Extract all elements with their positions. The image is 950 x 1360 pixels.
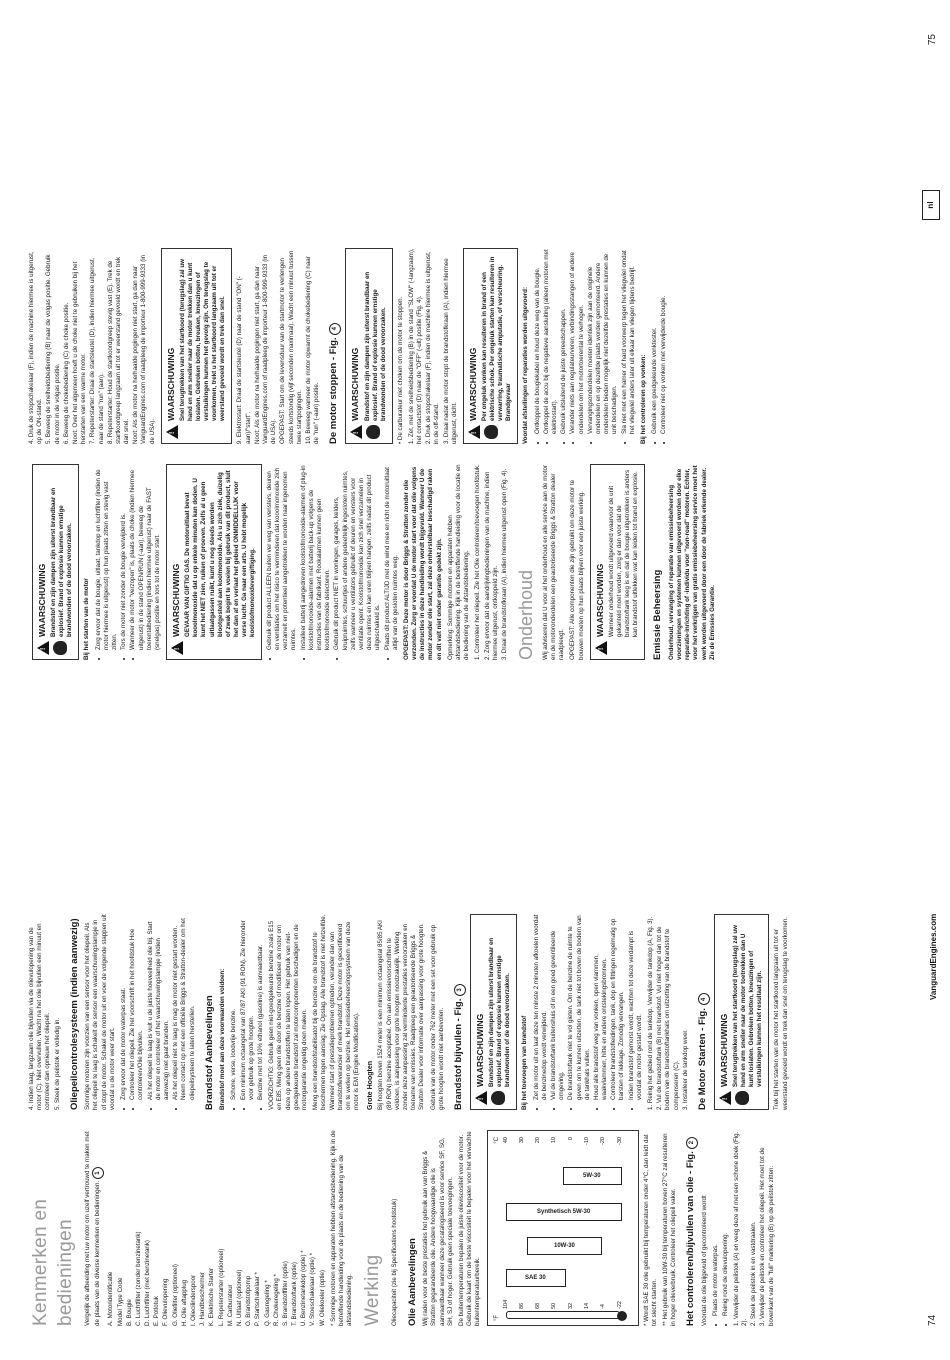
list-item: • Gebruik dit product NIET in woningen, garages, kelders, kruipruimtes, schuurtjes of andere gedeeltelijk ingesloten ruimtes, zelfs wanneer u ventilators gebruikt of deuren en vensters voor ventilatie opent. Koolstofmonoxide kan zich snel verzamelen in deze ruimtes en kan uren blijven hangen, zelfs nadat dit product uitgeschakeld is. [333, 464, 382, 650]
warning-box-co [166, 464, 262, 660]
start-steps-continued [28, 248, 157, 444]
start-note: Trek bij het starten van de motor het startkoord langzaam uit tot er weerstand gevoeld wordt en trek dan snel om terugslag te voorkomen. [773, 917, 789, 1110]
list-item: • Houd alle brandstof weg van vonken, open vlammen, waakvlammen, hitte en andere ontstekingsbronnen. [593, 914, 609, 1100]
bougie-items [651, 248, 668, 444]
start-sub: Bij het starten van de motor [83, 578, 91, 660]
warning-box-kickback-2 [161, 248, 233, 444]
check-oil-title: Het controleren/bijvullen van olie - Fig. [685, 1151, 697, 1326]
warning-label: WAARSCHUWING [474, 1013, 485, 1087]
page-number-74: 74 [927, 1314, 938, 1326]
stop-title: De motor stoppen - Fig. [328, 337, 340, 444]
list-item: • Verander niets aan regulateurveren, verbindingsstangen of andere onderdelen om het motortoerental te verhogen. [569, 248, 585, 434]
fuel-extra: Meng een brandstofstabilisator bij de benzine om de brandstof te beschermen tegen aanslag. Zie Opslag. Alle brandstof is niet hetzelfde. Wanneer start of prestatieproblemen optreden, verander dan van brandstofleverancier of merk brandstof. Deze motor is gecertificeerd om te werken op benzine. Het emissiebeheersingssysteem van deze motor is EM (Engine Modifications). [312, 914, 361, 1110]
onderhoud-p2: OPGEPAST: Alle componenten die zijn gebruikt om deze motor te bouwen moeten op hun plaats blijven voor een juiste werking. [569, 479, 585, 660]
list-item: • Plaats de motor waterpas. [712, 1130, 720, 1316]
warning-label: WAARSCHUWING [37, 563, 47, 637]
features-title: Kenmerken en bedieningen [30, 1198, 77, 1326]
page-number-75: 75 [927, 34, 938, 46]
emissie-title: Emissie Beheersing [652, 569, 664, 660]
stop-steps [408, 248, 459, 444]
list-item: • Gebruik dit product ALLEEN buiten ver weg van vensters, deuren en ventilaties om het risico te verminderen dat kooolmonoxide zich verzamelt en potentieel aangetrokken te worden naar ingenomen ruimtes. [266, 464, 299, 650]
stop-note: De carburateur niet choken om de motor te stoppen. [396, 296, 404, 441]
feature-item: V. Stoeschakelaar (optie) * [309, 1252, 317, 1326]
step-item: 1. Reinig het gebied rond de tankdop. Verwijder de tankdop (A, Fig. 3). [647, 916, 655, 1110]
step-item: 7. Repeterstarter: Draai de startsleutel (D), indien hiermee uitgerust, naar de stand "run" (aan). [89, 257, 105, 444]
list-item: • Reinig rond de olievulopening. [722, 1130, 730, 1316]
list-item: • Indien brandstof gemorst wordt, wachten tot deze verdampt is voordat de motor gestart wordt. [628, 914, 644, 1100]
list-item: • Controleer het oliepeil. Zie het voorschrift in het hoofdstuk Hoe controleren/Olie bijvullen. [129, 914, 145, 1100]
warning-triangle-icon [37, 641, 49, 655]
f-tick-label: -4 [600, 1304, 607, 1309]
hand-injury-icon [735, 1091, 749, 1105]
c-tick-label: -30 [616, 1137, 623, 1145]
left-col-1: Kenmerken en bedieningen Vergelijk de afbeelding met uw motor om uzelf vertrouwd te maken met de plaats van de diverse kenmerken en bedieningen. 1 A. Motoridentificatie Model Type Code B. Bougie C. Luchtfilter (zonder benzinetank) D. Luchtfilter (met benzinetank) E. Potlotuk F. Olievulopening G. Oliefilter (optioneel) H. Olie aftapplug I. Oliecilinderspoor J. Handbeschermer K. Elektrische Starter L. Repeterstarter (optioneel) M. Carburateur N. Uitlaat (optioneel) O. Brandstofpomp P. Startschakelaar * Q. Gasregeling * R. Chokeregeling * S. Brandstoffilter (optie) T. Brandstoftank (optie) U. Benzinetankdop (optie) * V. Stoeschakelaar (optie) * W. Oliekoeler (optie) * Sommige motoren en apparaten hebben afstandsbediening. Kijk in de betreffende handleiding voor de plaats en de bediening van de afstandsbediening. Werking Oliecapaciteit (zie bij Specifications hoofdstuk) Olie Aanbevelingen Wij raden voor de beste prestaties het gebruik aan van Briggs & Stratton gegarandeerde olie. Andere hoogwaardige olie is aanvaardbaar wanneer deze gecatalogiseerd is voor service SF, SG, SH, SJ of hoger. Gebruik geen speciale toevoegingen. De buitentemperaturen bepalen de juiste olieviscositeit voor de motor. Gebruik de kaart om de beste viscositeit te bepalen voor het verwachte buitentemperatuurbereik. °F °C 104 86 68 50 32 14 -4 -22 40 30 20 10 0 -10 -20 -30 SAE 30 10W-30 Synthetisch 5W-30 5W-30 * Wordt SAE 30 olie gebruikt bij temperaturen onder 4°C, dan leidt dat tot slecht starten. ** Het gebruik van 10W-30 bij temperaturen boven 27°C zal resulteren in hoger olieverbruik. Controleer het oliepeil vaker. Het controleren/bijvullen van olie - Fig. 2 Voordat de olie bijgevuld of gecontroleerd wordt • Plaats de motor waterpas. • Reinig rond de olievulopening. 1. Verwijder de peilstok (A) en veeg deze af met een schone doek (Fig. 2). 2. Steek de peilstok in en vastdraaien. 3. Verwijder de peilstok en controleer het oliepeil. Het moet tot de bovenkant van de "full" markering (B) op de peilstok zitten. [28, 1130, 779, 1326]
fig-1-badge: 1 [92, 1167, 104, 1179]
opgepast-1: OPGEPAST: Deze motor is door Briggs & Stratton zonder olie verzonden. Zorg er voordat U de motor start voor dat olie volgens de instructies in deze handleiding wordt bijgevuld. Wanneer U de motor zonder olie start, zal deze onherstelbaar beschadigd raken en dit valt niet onder garantie gedekt zijn. [402, 466, 443, 660]
warning-triangle-icon [350, 425, 362, 439]
warning-triangle-icon [171, 641, 183, 655]
list-item: • Benzine met tot 10% ethanol (gasoline) is aanvaardbaar. [257, 914, 265, 1100]
start-steps [474, 464, 509, 660]
list-item: • Sla niet met een hamer of hard voorwerp tegen het vliegwiel omdat het vliegwiel anders later uit elkaar kan vliegen tijdens bedrijf. [621, 248, 637, 434]
oil-note-2: Het gebruik van 10W-30 bij temperaturen boven 27°C zal resulteren in hoger olieverbruik. Controleer het oliepeil vaker. [661, 1133, 678, 1326]
step-item: 2. Steek de peilstok in en vastdraaien. [750, 1221, 758, 1326]
features-note: * Sommige motoren en apparaten hebben afstandsbediening. Kijk in de betreffende handleiding voor de plaats en de bediening van de afstandsbediening. [329, 1130, 354, 1326]
f-tick-label: 32 [567, 1302, 574, 1309]
feature-item: L. Repeterstarter (optioneel) [217, 1248, 225, 1326]
list-item: • Gebruik een goedgekeurde vonktester. [651, 248, 659, 434]
warning-tilt-text: Wanneer onderhoud wordt uitgevoerd waarvoor de unit gekanteld moet worden, zorg er dan voor dat de brandstoftank leeg is en dat de bougie uitgetrokken is anders kan brandstof uitlekken wat kan leiden tot brand en explosie. [608, 469, 640, 637]
right-col-2: 4. Druk de stopschakelaar (F), indien de machine hiermee is uitgerust, op de ON-stand. 5. Beweeg de snelheidsbediening (B) naar de volgas positie. Gebruik de motor in de volgas positie. 6. Beweeg de chokebediening (C) de choke positie. Noot: Over het algemeen hoeft u de choke niet te gebruiken bij het herstarten van een warme motor. 7. Repeterstarter: Draai de startsleutel (D), indien hiermee uitgerust, naar de stand "run" (aan). 8. Repeterstarter: Houd de startkoordgreep stevig vast (E). Trek de startkoordgreep langzaam uit tot er weerstand gevoeld wordt en trek dan snel. Noot: Als de motor na herhaalde pogingen niet start, ga dan naar VanguardEngines.com of raadpleeg de importeur 1-800-999-9333 (in de USA). ! WAARSCHUWING Snel terugtrekken van het startkoord (terugslag) zal uw hand en arm sneller naar de motor trekken dan u kunt loslaten. Gebroken botten, breuken, kneuzingen of verstuikingen kunnen het gevolg zijn. Om terugslag te voorkomen, trekt u het startkoord langzaam uit tot er weerstand gevoeld wordt en trek dan snel. 9. Elektrostart: Draai de startsleutel (D) naar de stand "ON" (-aan)/"start". Noot: Als de motor na herhaalde pogingen niet start, ga dan naar VanguardEngines.com of raadpleeg de importeur 1-800-999-9333 (in de USA). OPGEPAST: Start om de levensduur van de startmotor te verlengen steeds kortstondig (vijf seconden maximaal). Wacht een minuut tussen twee startpogingen. 10. Beweeg wanneer de motor opwarmt de chokebediening (C) naar de "run" (-aan) positie. De motor stoppen - Fig. 4 ! WAARSCHUWING Brandstof en zijn dampen zijn uiterst brandbaar en explosief. Brand of explosie kunnen ernstige brandwonden of de dood veroorzaken. • De carburateur niet choken om de motor te stoppen. 1. Zet, met de snelheidsbediening (B) in de stand "SLOW" (-langzaam), het contactslot (D) naar de "OFF" (-uit) positie (Fig. 4). 2. Druk de stopschakelaar (F), indien de machine hiermee is uitgerust, in de off-stand. 3. Draai nadat de motor stopt de brandstofkraan (A), indien hiermee uitgerust, dicht. ! WAARSCHUWING Per ongeluk vonken kan resulteren in brand of een elektrische schok. Per ongeluk starten kan resulteren in verwarring, traumatische amputatie, of verscheuring. Brandgevaar Voordat afstellingen of reparaties worden uitgevoerd: • Ontkoppel de bougiekabel en houd deze weg van de bougie. • Ontkoppel de accu bij de negatieve aansluiting (alleen motoren met elektrostart). • Gebruik uitsluitend de juiste gereedschappen. • Verander niets aan regulateurveren, verbindingsstangen of andere onderdelen om het motortoerental te verhogen. • Vervangingsonderdelen moeten identiek zijn aan de originele onderdelen en op dezelfde plaats worden gemonteerd. Andere onderdelen bieden mogelijk niet dezelfde prestaties en kunnen de unit beschadigen. • Sla niet met een hamer of hard voorwerp tegen het vliegwiel omdat het vliegwiel anders later uit elkaar kan vliegen tijdens bedrijf. Bij het controleren op vonken: • Gebruik een goedgekeurde vonktester. • Controleer niet op vonken met verwijderde bougie. [28, 248, 671, 444]
c-tick-label: -10 [583, 1137, 590, 1145]
warning-triangle-icon [475, 1091, 487, 1105]
check-items [712, 1130, 729, 1326]
altitude-text: Bij hoogten boven 1524 meter is een minimum octaangetal 85/85 AKI (89 RON) benzine acceptabel. Om aan emissievoorschriften te voldoen, is aanpassing voor grote hoogten noodzakelijk. Werking zonder deze aanpassing zal verminderde prestaties veroorzaken en toename van emissies. Raadpleeg een geautoriseerde Briggs & Stratton Dealer voor informatie over aanpassing voor grote hoogten. [377, 920, 426, 1110]
step-item: 5. Beweeg de snelheidsbediening (B) naar de volgas positie. Gebruik de motor in de volgas positie. [45, 254, 61, 444]
feature-item: R. Chokeregeling * [272, 1274, 280, 1326]
c-tick-label: 20 [535, 1137, 542, 1144]
list-item: • Zorg ervoor dat de bougie, uitlaat, tankdop en luchtfilter (indien de motor hiermee is uitgerust) op hun plaats zitten en stevig vast zitten. [95, 464, 120, 650]
warning-triangle-icon [719, 1091, 731, 1105]
axis-c-label: °C [493, 1137, 500, 1144]
feature-item: D. Luchtfilter (met benzinetank) [144, 1240, 152, 1326]
electric-start-steps [236, 248, 321, 444]
list-item: • Ontkoppel de accu bij de negatieve aansluiting (alleen motoren met elektrostart). [543, 248, 559, 434]
oil-fill-steps [28, 914, 62, 1110]
step-item: 5. Steek de peilstok er volledig in. [53, 1017, 61, 1110]
list-item: • Als het oliepeil te laag is vult u de juiste hoeveelheid olie bij. Start de motor en controleer of het waarschuwingslampje (indien aanwezig) niet gaat branden. [147, 914, 172, 1100]
feature-item: Model Type Code [116, 1277, 124, 1326]
step-item: 1. Zet, met de snelheidsbediening (B) in de stand "SLOW" (-langzaam), het contactslot (D) naar de "OFF" (-uit) positie (Fig. 4). [407, 248, 424, 444]
f-tick-label: -22 [616, 1301, 623, 1309]
adjust-items [534, 248, 637, 444]
c-tick-label: 0 [567, 1137, 574, 1141]
list-item: • Plaats dit product ALTIJD met de wind mee en richt de motoruitlaat altijd van de gesloten ruimtes weg. [384, 464, 400, 650]
warning-label: WAARSCHUWING [594, 563, 605, 637]
warning-box-kickback [714, 914, 769, 1110]
feature-item: N. Uitlaat (optioneel) [235, 1269, 243, 1326]
refuel-sub: Bij het toevoegen van brandstof [521, 1015, 529, 1110]
list-item: • Wanneer de motor "verzopen" is, plaats de choke (indien hiermee uitgerust) in de stand OPEN/RUN (-aan), beweeg de toerentalbediening (indien hiermee uitgerust) naar de FAST (snelgas) positie en tors tot de motor start. [129, 464, 162, 650]
warning-triangle-icon [595, 641, 607, 655]
feature-item: I. Oliecilinderspoor [190, 1274, 198, 1326]
warning-fuel-text-2: Brandstof en zijn dampen zijn uiterst brandbaar en explosief. Brand of explosie kunnen ernstige brandwonden of de dood veroorzaken. [50, 487, 74, 637]
step-item: 1. Verwijder de peilstok (A) en veeg deze af met een schone doek (Fig. 2). [732, 1131, 749, 1326]
werking-title: Werking [362, 1254, 384, 1326]
oil-grade-bar: 5W-30 [563, 1167, 622, 1185]
oil-note-1: Wordt SAE 30 olie gebruikt bij temperaturen onder 4°C, dan leidt dat tot slecht starten. [642, 1134, 658, 1326]
step-item: 2. Zorg ervoor dat de aandrijvingbedieningen van de machine, indien hiermee uitgerust, ontkoppeld zijn. [483, 471, 499, 660]
feature-item: B. Bougie [125, 1299, 133, 1326]
warning-label: WAARSCHUWING [165, 347, 176, 421]
warning-label: WAARSCHUWING [718, 1013, 729, 1087]
footer-url: VanguardEngines.com [929, 913, 938, 1000]
feature-item: A. Motoridentificatie [107, 1271, 115, 1326]
intro-text: Vergelijk de afbeelding met uw motor om uzelf vertrouwd te maken met de plaats van de diverse kenmerken en bedieningen. [84, 1131, 102, 1326]
list-item: • Zet de motor uit en laat deze ten minste 2 minuten afkoelen voordat de benzinedop wordt verwijderd. [533, 914, 549, 1100]
warning-kickback-text-2: Snel terugtrekken van het startkoord (terugslag) zal uw hand en arm sneller naar de motor trekken dan u kunt loslaten. Gebroken botten, breuken, kneuzingen of verstuikingen kunnen het gevolg zijn. Om terugslag te voorkomen, trekt u het startkoord langzaam uit tot er weerstand gevoeld wordt en trek dan snel. [179, 259, 227, 421]
c-tick-label: 10 [551, 1137, 558, 1144]
list-item: • Als het oliepeil niet te laag is mag de motor niet gestart worden. Neem contact op met een officiële Briggs & Stratton-dealer om het oliepeilsysteem te laten herstellen. [172, 914, 197, 1100]
warning-spark-text: Per ongeluk vonken kan resulteren in brand of een elektrische schok. Per ongeluk starten kan resulteren in verwarring, traumatische amputatie, of verscheuring. [481, 256, 505, 421]
fire-hazard-label: Brandgevaar [505, 383, 513, 421]
warning-label: WAARSCHUWING [350, 347, 361, 421]
feature-item: E. Potlotuk [153, 1296, 161, 1326]
list-item: • Schone, verse, loodvrije benzine. [230, 914, 238, 1100]
warning-triangle-icon [166, 425, 178, 439]
f-tick-label: 68 [535, 1302, 542, 1309]
list-item: • Zorg ervoor dat de motor waterpas staat. [120, 914, 128, 1100]
emissie-text: Onderhoud, vervanging of reparatie van emissiebeheersing voorzieningen en systemen kunnen uitgevoerd worden door elke reparatie-inrichting of -individu voor "non-road" motoren. Echter, voor het verkrijgen van gratis emissiebeheersing service moet het werk worden uitgevoerd door een door de fabriek erkende dealer. Zie de Emissies Garantie. [667, 465, 716, 660]
oil-grade-bar: 10W-30 [527, 1237, 602, 1255]
warning-triangle-icon [468, 425, 480, 439]
feature-item: F. Olievulopening [162, 1278, 170, 1326]
axis-f-label: °F [493, 1314, 500, 1321]
step-item: 4. Druk de stopschakelaar (F), indien de machine hiermee is uitgerust, op de ON-stand. [28, 251, 44, 444]
oil-title: Olie Aanbevelingen [406, 1238, 418, 1326]
left-col-2 [28, 914, 793, 1110]
onderhoud-title: Onderhoud [516, 569, 537, 660]
refuel-items [533, 914, 644, 1110]
feature-item: G. Oliefilter (optioneel) [171, 1264, 179, 1326]
shock-icon [484, 425, 498, 439]
step-item: 3. Draai nadat de motor stopt de brandstofkraan (A), indien hiermee uitgerust, dicht. [442, 258, 458, 444]
fig-2-badge: 2 [686, 1137, 698, 1149]
c-tick-label: 40 [502, 1137, 509, 1144]
oil-level-system-items [120, 914, 197, 1110]
feature-item: T. Brandstoftank (optie) [291, 1262, 299, 1326]
f-tick-label: 50 [551, 1302, 558, 1309]
page-74 [0, 680, 950, 1360]
list-item: • Ontkoppel de bougiekabel en houd deze weg van de bougie. [534, 248, 542, 434]
feature-item: P. Startschakelaar * [254, 1272, 262, 1326]
warning-box-fuel-2 [32, 464, 79, 660]
refuel-title: Brandstof bijvullen - Fig. [452, 998, 464, 1110]
list-item: • Vul de brandstoftank buitenshuis of in een goed geventileerde omgeving. [550, 914, 566, 1100]
step-item: 2. Druk de stopschakelaar (F), indien de machine hiermee is uitgerust, in de off-stand. [425, 251, 441, 444]
list-item: • Vervangingsonderdelen moeten identiek zijn aan de originele onderdelen en op dezelfde plaats worden gemonteerd. Andere onderdelen bieden mogelijk niet dezelfde prestaties en kunnen de unit beschadigen. [587, 248, 620, 434]
step-item: 10. Beweeg wanneer de motor opwarmt de chokebediening (C) naar de "run" (-aan) positie. [304, 256, 321, 444]
list-item: • Een minimum octaangetal van 87/87 AKI (91 RON). Zie hieronder voor gebruik op grote hoogten. [240, 914, 256, 1100]
fig-3-badge: 3 [454, 984, 466, 996]
oil-level-system-title: Oliepeilcontrolesysteem (indien aanwezig) [68, 918, 80, 1110]
check-steps [733, 1130, 776, 1326]
step-item: 1. Controleer het oliepeil. Zie het Olie controleren/toevoegen hoofdstuk. [474, 464, 482, 660]
step-item: 3. Draai de brandstofkraan (A), indien hiermee uitgerust open (Fig. 4). [500, 468, 508, 660]
feature-item: K. Elektrische Starter [208, 1267, 216, 1326]
c-tick-label: 30 [518, 1137, 525, 1144]
warning-label: WAARSCHUWING [468, 347, 478, 421]
onderhoud-p1: Wij adviseren dat U voor al het onderhoud en alle service aan de motor en de motoronderdelen een geautoriseerde Briggs & Stratton dealer raadpleegt. [541, 464, 566, 660]
fire-icon [366, 425, 380, 439]
step-item: 3. Verwijder de peilstok en controleer het oliepeil. Het moet tot de bovenkant van de "full" markering (B) op de peilstok zitten. [759, 1147, 775, 1326]
step-item: Noot: Over het algemeen hoeft u de choke niet te gebruiken bij het herstarten van een warme motor. [71, 261, 88, 444]
altitude-title: Grote Hoogten [367, 1061, 375, 1110]
list-item: • Gebruik uitsluitend de juiste gereedschappen. [560, 248, 568, 434]
f-tick-label: 86 [518, 1302, 525, 1309]
fire-icon [53, 641, 67, 655]
feature-item: S. Brandstoffilter (optie) [281, 1261, 289, 1326]
f-tick-label: 104 [502, 1299, 509, 1309]
fig-4-badge: 4 [698, 993, 710, 1005]
warning-fuel-text: Brandstof en zijn dampen zijn uiterst brandbaar en explosief. Brand of explosie kunnen ernstige brandwonden of de dood veroorzaken. [488, 937, 512, 1087]
fire-icon [491, 1091, 505, 1105]
feature-item: W. Oliekoeler (optie) [318, 1269, 326, 1326]
list-item: • Controleer brandstofleidingen, tank, dop en fittingen regelmatig op barsten of lekkage. Zonodig vervangen. [610, 914, 626, 1100]
feature-item: H. Olie aftapplug [180, 1279, 188, 1326]
oil-p1: Wij raden voor de beste prestaties het gebruik aan van Briggs & Stratton gegarandeerde olie. Andere hoogwaardige olie is aanvaardbaar wanneer deze gecatalogiseerd is voor service SF, SG, SH, SJ of hoger. Gebruik geen speciale toevoegingen. [422, 1137, 454, 1326]
feature-item: Q. Gasregeling * [263, 1280, 271, 1326]
step-item: 3. Installeer de tankdop weer. [681, 1029, 689, 1110]
fig-4-badge: 4 [329, 323, 341, 335]
list-item: • De brandstoftank niet te vol gieten. Om de benzine de ruimte te geven om te kunnen uitzetten, de tank niet tot boven de bodem van de tankhals vullen. [567, 914, 592, 1100]
warning-box-tilt [590, 464, 645, 660]
list-item: • Tors de motor niet zonder de bougie verwijderd is. [120, 464, 128, 650]
warning-kickback-text: Snel terugtrekken van het startkoord (terugslag) zal uw hand en arm sneller naar de motor toetrekken dan U kunt loslaten. Gebroken botten, kneuzingen of verstuikingen kunnen het resultaat zijn. [732, 925, 764, 1087]
step-item: 2. Vul de brandstoftank (B) met brandstof. Vul niet hoger dan tot de bodem van de brandstoftankhals om uitzetting van de brandstof te compenseren (C). [656, 926, 680, 1110]
warning-co-text: GEVAAR VAN GIFTIG GAS. De motoruitlaat bevat kooolmonoxide dat u op enkele minuten kan doden. U kunt het NIET zien, ruiken of proeven. Zelfs al u geen uitlaatgassen ruikt, kunt u nog steeds worden blootgesteld aan koolmonoxide. Als u zich ziek, duizelig of zwak begint te voelen bij gebruik van dit product, sluit het dan af en verlaat het gebied ONMIDDELLIJK voor verse lucht. Ga naar een arts. U hebt mogelijk koolstofmonoxidevergiftiging. [184, 470, 256, 637]
step-item: Noot: Als de motor na herhaalde pogingen niet start, ga dan naar VanguardEngines.com of raadpleeg de importeur 1-800-999-9333 (in de USA). [132, 254, 156, 444]
fuel-intro: Brandstof moet aan deze voorwaarden voldoen: [219, 968, 227, 1110]
feature-item: M. Carburateur [226, 1284, 234, 1326]
altitude-text-2: Gebruik van de motor onder 762 meter met een set voor gebruik op grote hoogten wordt niet aanbevolen. [429, 924, 445, 1110]
fuel-caution: VOORZICHTIG: Gebruik geen niet-goedgekeurde benzine zoals E15 en E85. Meng geen olie door de benzine of modificeer de motor om deze op andere brandstoffen te laten lopen. Het gebruik van niet-goedgekeurde brandstof zal motorcomponenten beschadigen en de motorgarantie ongeldig doen maken. [268, 920, 308, 1110]
werking-note: Oliecapaciteit (zie bij Specifications hoofdstuk) [391, 1198, 399, 1326]
refuel-steps [647, 914, 690, 1110]
warning-box-spark [463, 248, 518, 444]
feature-item: C. Luchtfilter (zonder benzinetank) [134, 1231, 142, 1326]
warning-fuel-text-3: Brandstof en zijn dampen zijn uiterst brandbaar en explosief. Brand of explosie kunnen ernstige brandwonden of de dood veroorzaken. [363, 271, 387, 421]
warning-box-fuel-3 [345, 248, 392, 444]
step-item: 8. Repeterstarter: Houd de startkoordgreep stevig vast (E). Trek de startkoordgreep langzaam uit tot er weerstand gevoeld wordt en trek dan snel. [106, 256, 131, 444]
oil-viscosity-chart [487, 1130, 639, 1326]
f-tick-label: 14 [583, 1302, 590, 1309]
step-item: Noot: Als de motor na herhaalde pogingen niet start, ga dan naar VanguardEngines.com of raadpleeg de importeur 1-800-999-9333 (in de USA). [253, 254, 278, 444]
feature-item: O. Brandstofpomp [245, 1275, 253, 1326]
list-item: • Installeer batterij aangedreven koolstofmonoxide-alarmen of plug-in koolstofmonoxide-alarmen met batterij back-up volgens de instructies van de fabrikant. Rookalarmen kunnen geen koolstofmonoxide detecteren. [300, 464, 333, 650]
warning-label: WAARSCHUWING [171, 563, 182, 637]
features-list [107, 1130, 327, 1326]
fuel-title: Brandstof Aanbevelingen [203, 995, 215, 1110]
oil-grade-bar: SAE 30 [506, 1269, 567, 1287]
feature-item: U. Benzinetankdop (optie) * [300, 1250, 308, 1326]
bougie-title: Bij het controleren op vonken: [639, 354, 647, 444]
step-item: 9. Elektrostart: Draai de startsleutel (D) naar de stand "ON" (-aan)/"start". [236, 276, 252, 444]
co-items [266, 464, 400, 660]
right-col-1 [28, 464, 720, 660]
oil-p2: De buitentemperaturen bepalen de juiste olieviscositeit voor de motor. Gebruik de kaart om de beste viscositeit te bepalen voor het verwachte buitentemperatuurbereik. [457, 1131, 482, 1326]
start-items [95, 464, 163, 660]
c-tick-label: -20 [600, 1137, 607, 1145]
feature-item: J. Handbeschermer [199, 1272, 207, 1326]
step-item: OPGEPAST: Start om de levensduur van de startmotor te verlengen steeds kortstondig (vijf seconden maximaal). Wacht een minuut tussen twee startpogingen. [279, 250, 303, 444]
oil-grade-bar: Synthetisch 5W-30 [506, 1203, 622, 1221]
start-title: De Motor Starten - Fig. [696, 1008, 708, 1110]
warning-box-fuel [470, 914, 517, 1110]
step-item: 4. Indien laag, langzaam olie bijvullen via de olievulopening van de motor (C). Niet overvullen. Wacht na het olie bijvullen een minuut en controleer dan opnieuw het oliepeil. [28, 923, 52, 1110]
oil-level-system-text: Sommige motoren zijn voorzien van een sensor voor het oliepeil. Als het oliepeil te laag is schakelt de sensor een waarschuwingslampje in of stopt de motor. Schakel de motor uit en voer de volgende stappen uit voordat u de motor weer start. [84, 914, 116, 1110]
opgepast-2: Opmerking: Sommige motoren en apparaten hebben afstandsbediening. Kijk in de betreffende handleiding voor de locatie en de bediening van de afstandsbediening. [446, 464, 471, 660]
adjust-title: Voordat afstellingen of reparaties worden uitgevoerd: [522, 286, 530, 444]
thermometer-icon [506, 1311, 620, 1319]
language-tab: nl [922, 190, 940, 220]
check-intro: Voordat de olie bijgevuld of gecontroleerd wordt [701, 1195, 709, 1326]
step-item: 6. Beweeg de chokebediening (C) de choke positie. [62, 302, 70, 444]
list-item: • Controleer niet op vonken met verwijderde bougie. [660, 248, 668, 434]
fuel-items [230, 914, 265, 1110]
